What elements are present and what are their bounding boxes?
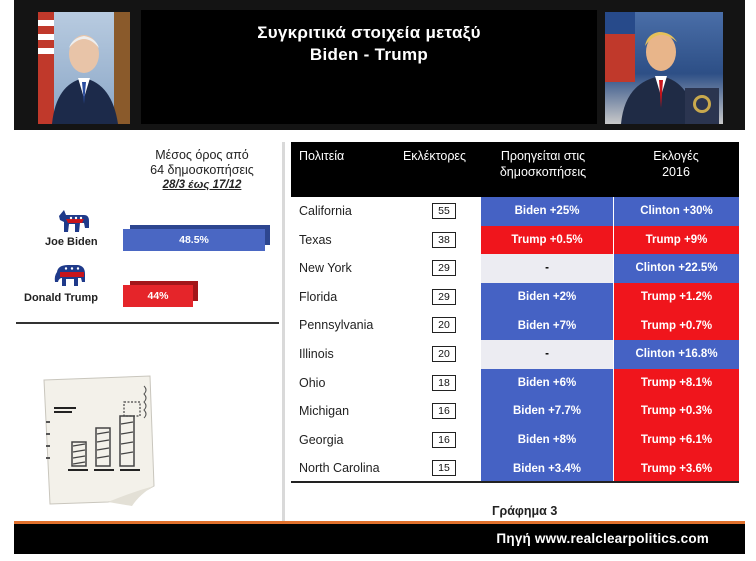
electors-count: 16 (432, 432, 456, 448)
table-row (291, 397, 739, 426)
candidate-name-trump: Donald Trump (24, 292, 98, 304)
bar-trump-value: 44% (147, 290, 169, 302)
header-title-line2: Biden - Trump (309, 45, 429, 64)
poll-average-panel (14, 142, 282, 526)
figure-label: Γράφημα 3 (492, 504, 558, 518)
state-name: Michigan (299, 404, 350, 419)
state-name: Illinois (299, 347, 334, 361)
column-header-election-2016-line2: 2016 (662, 165, 690, 179)
header-banner (14, 0, 745, 130)
election-2016-cell: Clinton +16.8% (614, 340, 739, 369)
election-2016-cell: Trump +8.1% (614, 369, 739, 398)
header-title-line1: Συγκριτικά στοιχεία μεταξύ (257, 23, 481, 42)
poll-lead-cell: Biden +8% (481, 426, 613, 455)
poll-lead-cell: Biden +7% (481, 311, 613, 340)
table-bottom-rule (291, 481, 739, 483)
poll-average-heading-line1: Μέσος όρος από (155, 148, 249, 162)
electors-count: 18 (432, 375, 456, 391)
footer-bar (14, 524, 745, 554)
poll-average-heading-line2: 64 δημοσκοπήσεις (150, 163, 254, 177)
election-2016-cell: Trump +3.6% (614, 454, 739, 483)
state-name: California (299, 204, 352, 218)
electors-count: 20 (432, 346, 456, 362)
republican-elephant-icon (52, 262, 88, 288)
column-header-election-2016 (613, 148, 739, 180)
poll-lead-cell: Biden +3.4% (481, 454, 613, 483)
table-row (291, 226, 739, 255)
table-row (291, 454, 739, 483)
poll-lead-cell: Trump +0.5% (481, 226, 613, 255)
table-row (291, 283, 739, 312)
state-name: New York (299, 261, 352, 276)
electors-count: 15 (432, 460, 456, 476)
poll-lead-cell: Biden +25% (481, 197, 613, 226)
trump-portrait-image (605, 12, 723, 124)
election-2016-cell: Trump +1.2% (614, 283, 739, 312)
state-name: Ohio (299, 375, 326, 390)
table-row (291, 254, 739, 283)
bar-biden-value: 48.5% (179, 234, 209, 246)
poll-lead-cell: - (481, 340, 613, 369)
electors-count: 29 (432, 289, 456, 305)
bar-biden (123, 229, 265, 251)
poll-lead-cell: Biden +2% (481, 283, 613, 312)
table-row (291, 311, 739, 340)
state-name: Georgia (299, 432, 344, 447)
election-2016-cell: Trump +9% (614, 226, 739, 255)
election-2016-cell: Clinton +22.5% (614, 254, 739, 283)
column-header-election-2016-line1: Εκλογές (653, 149, 699, 163)
table-header (291, 142, 739, 197)
poll-average-heading (122, 148, 282, 193)
table-row (291, 369, 739, 398)
election-2016-cell: Trump +6.1% (614, 426, 739, 455)
source-credit: Πηγή www.realclearpolitics.com (496, 531, 709, 546)
column-header-poll-lead-line2: δημοσκοπήσεις (499, 165, 587, 179)
election-2016-cell: Clinton +30% (614, 197, 739, 226)
electors-count: 55 (432, 203, 456, 219)
left-panel-divider (16, 322, 279, 324)
state-name: Texas (299, 232, 332, 247)
bar-chart-sketch-illustration (36, 374, 166, 508)
poll-average-date-range: 28/3 έως 17/12 (162, 179, 242, 191)
table-row (291, 426, 739, 455)
column-header-state: Πολιτεία (299, 149, 345, 163)
candidate-name-biden: Joe Biden (45, 236, 98, 248)
state-name: North Carolina (299, 461, 380, 476)
column-header-poll-lead (481, 148, 605, 180)
electors-count: 20 (432, 317, 456, 333)
table-row (291, 340, 739, 369)
electors-count: 38 (432, 232, 456, 248)
poll-lead-cell: - (481, 254, 613, 283)
state-name: Pennsylvania (299, 318, 374, 333)
electors-count: 16 (432, 403, 456, 419)
poll-lead-cell: Biden +7.7% (481, 397, 613, 426)
state-name: Florida (299, 289, 338, 304)
table-row (291, 197, 739, 226)
biden-portrait-image (38, 12, 130, 124)
panel-separator (282, 142, 285, 526)
election-2016-cell: Trump +0.7% (614, 311, 739, 340)
bar-trump (123, 285, 193, 307)
poll-lead-cell: Biden +6% (481, 369, 613, 398)
column-header-electors: Εκλέκτορες (402, 149, 467, 163)
election-2016-cell: Trump +0.3% (614, 397, 739, 426)
header-title-box (141, 10, 597, 124)
democrat-donkey-icon (56, 208, 92, 234)
electors-count: 29 (432, 260, 456, 276)
column-header-poll-lead-line1: Προηγείται στις (500, 149, 586, 163)
